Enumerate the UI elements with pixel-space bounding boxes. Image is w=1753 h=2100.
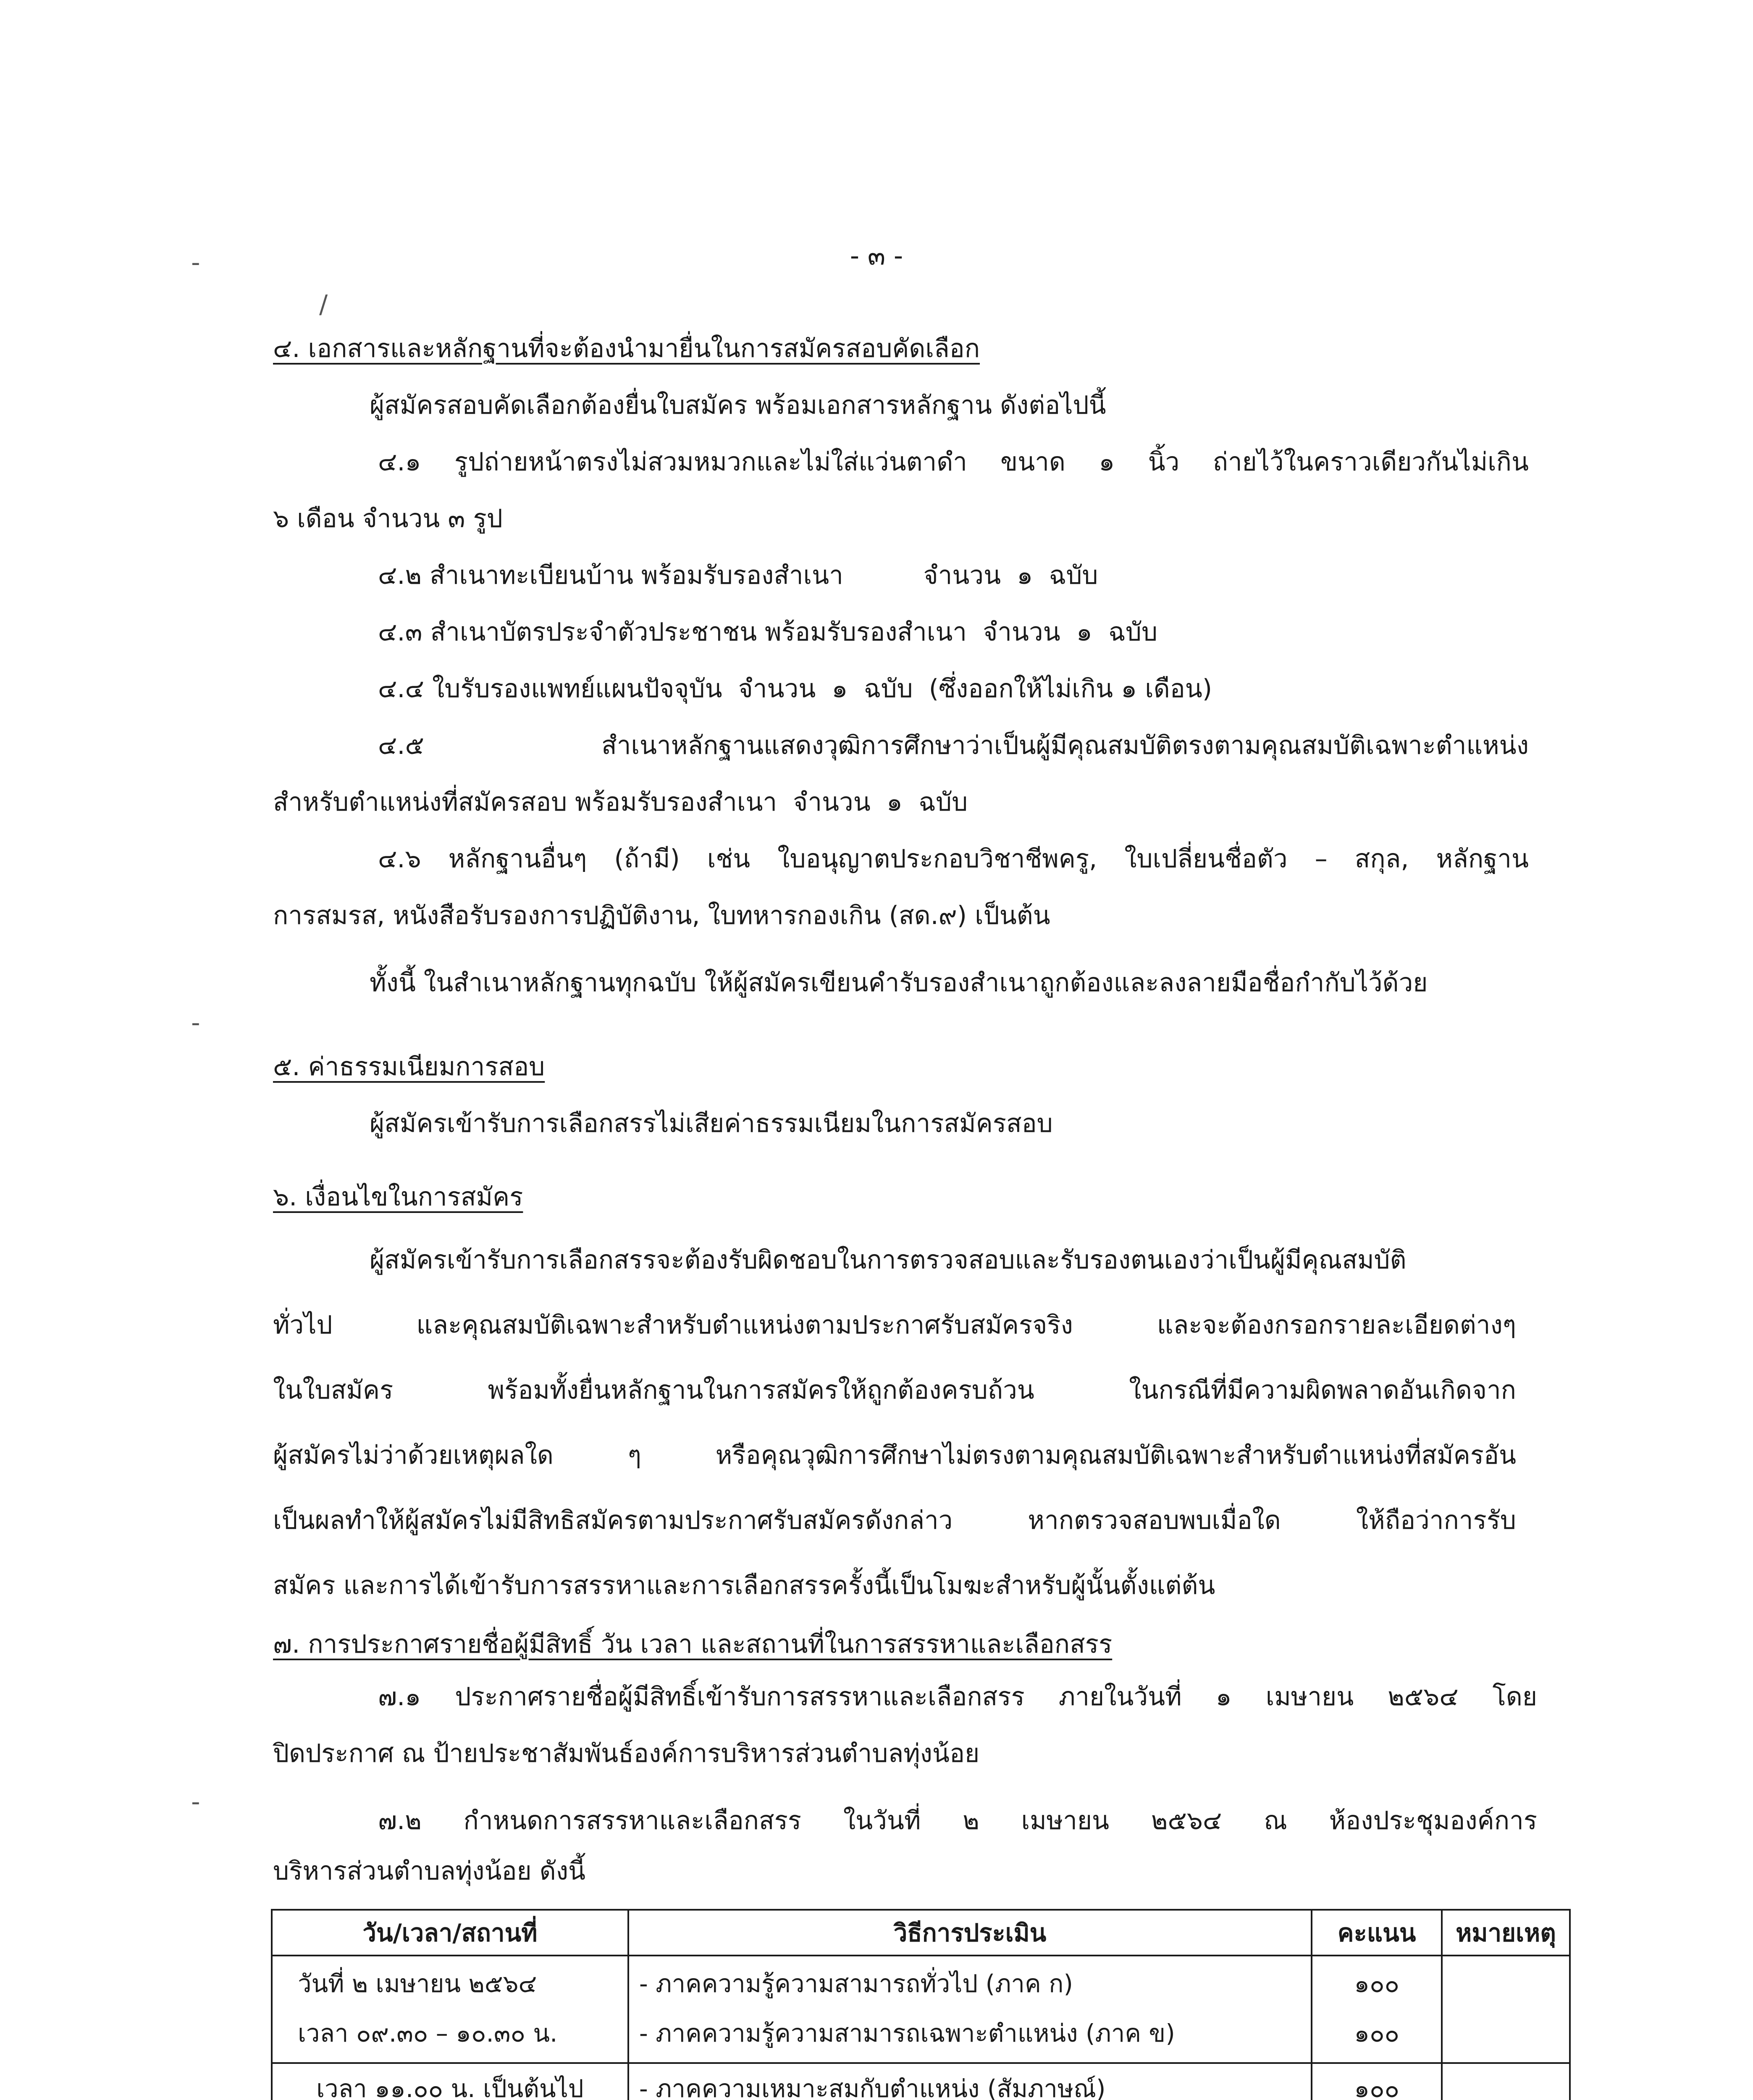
item-7-2-line-1: ๗.๒ กำหนดการสรรหาและเลือกสรร ในวันที่ ๒ เมษายน ๒๕๖๔ ณ ห้องประชุมองค์การ xyxy=(378,1806,1537,1835)
item-4-5-line-2: สำหรับตำแหน่งที่สมัครสอบ พร้อมรับรองสำเนา จำนวน ๑ ฉบับ xyxy=(273,788,968,817)
margin-tick: - xyxy=(191,1787,200,1816)
table-header-row xyxy=(272,1910,1570,1956)
section-6-line: สมัคร และการได้เข้ารับการสรรหาและการเลือกสรรครั้งนี้เป็นโมฆะสำหรับผู้นั้นตั้งแต่ต้น xyxy=(273,1571,1215,1600)
row-2-score: ๑๐๐ xyxy=(1312,2063,1442,2100)
item-4-1-line-1: ๔.๑ รูปถ่ายหน้าตรงไม่สวมหมวกและไม่ใส่แว่นตาดำ ขนาด ๑ นิ้ว ถ่ายไว้ในคราวเดียวกันไม่เกิน xyxy=(378,447,1529,477)
row-2-when: เวลา ๑๑.๐๐ น. เป็นต้นไป xyxy=(272,2063,628,2100)
margin-tick: - xyxy=(191,248,200,277)
section-6-line: ในใบสมัคร พร้อมทั้งยื่นหลักฐานในการสมัครให้ถูกต้องครบถ้วน ในกรณีที่มีความผิดพลาดอันเกิดจาก xyxy=(273,1376,1516,1405)
header-score: คะแนน xyxy=(1312,1910,1442,1956)
item-7-2-line-2: บริหารส่วนตำบลทุ่งน้อย ดังนี้ xyxy=(273,1856,586,1886)
section-6-heading: ๖. เงื่อนไขในการสมัคร xyxy=(273,1182,523,1212)
row-2-method: - ภาคความเหมาะสมกับตำแหน่ง (สัมภาษณ์) xyxy=(628,2063,1312,2100)
row-1-when xyxy=(272,1956,628,2063)
method-item: - ภาคความรู้ความสามารถทั่วไป (ภาค ก) xyxy=(639,1969,1073,1998)
item-4-4: ๔.๔ ใบรับรองแพทย์แผนปัจจุบัน จำนวน ๑ ฉบับ (ซึ่งออกให้ไม่เกิน ๑ เดือน) xyxy=(378,674,1212,704)
margin-tick: - xyxy=(191,1008,200,1037)
item-4-1-line-2: ๖ เดือน จำนวน ๓ รูป xyxy=(273,504,503,533)
item-7-1-line-2: ปิดประกาศ ณ ป้ายประชาสัมพันธ์องค์การบริหารส่วนตำบลทุ่งน้อย xyxy=(273,1739,980,1768)
item-4-2: ๔.๒ สำเนาทะเบียนบ้าน พร้อมรับรองสำเนา จำนวน ๑ ฉบับ xyxy=(378,561,1098,590)
section-6-line: เป็นผลทำให้ผู้สมัครไม่มีสิทธิสมัครตามประกาศรับสมัครดังกล่าว หากตรวจสอบพบเมื่อใด ให้ถือว่าการรับ xyxy=(273,1506,1516,1535)
header-method: วิธีการประเมิน xyxy=(628,1910,1312,1956)
section-6-line: ทั่วไป และคุณสมบัติเฉพาะสำหรับตำแหน่งตามประกาศรับสมัครจริง และจะต้องกรอกรายละเอียดต่างๆ xyxy=(273,1310,1516,1340)
score-value: ๑๐๐ xyxy=(1354,1969,1399,1998)
row-2-remark xyxy=(1442,2063,1570,2100)
section-6-line: ผู้สมัครไม่ว่าด้วยเหตุผลใด ๆ หรือคุณวุฒิการศึกษาไม่ตรงตามคุณสมบัติเฉพาะสำหรับตำแหน่งที่สมัครอัน xyxy=(273,1441,1516,1470)
row-1-scores xyxy=(1312,1956,1442,2063)
section-6-line: ผู้สมัครเข้ารับการเลือกสรรจะต้องรับผิดชอบในการตรวจสอบและรับรองตนเองว่าเป็นผู้มีคุณสมบัติ xyxy=(370,1245,1407,1275)
schedule-table xyxy=(271,1909,1571,2100)
item-4-6-line-2: การสมรส, หนังสือรับรองการปฏิบัติงาน, ใบทหารกองเกิน (สด.๙) เป็นต้น xyxy=(273,901,1050,930)
item-4-3: ๔.๓ สำเนาบัตรประจำตัวประชาชน พร้อมรับรองสำเนา จำนวน ๑ ฉบับ xyxy=(378,617,1158,647)
table-row xyxy=(272,1956,1570,2063)
row-1-date: วันที่ ๒ เมษายน ๒๕๖๔ xyxy=(298,1969,537,1998)
item-4-6-line-1: ๔.๖ หลักฐานอื่นๆ (ถ้ามี) เช่น ใบอนุญาตประกอบวิชาชีพครู, ใบเปลี่ยนชื่อตัว – สกุล, หลักฐาน xyxy=(378,844,1529,874)
section-4-note: ทั้งนี้ ในสำเนาหลักฐานทุกฉบับ ให้ผู้สมัครเขียนคำรับรองสำเนาถูกต้องและลงลายมือชื่อกำกับไว้ด้วย xyxy=(370,968,1428,998)
table-row xyxy=(272,2063,1570,2100)
section-5-text: ผู้สมัครเข้ารับการเลือกสรรไม่เสียค่าธรรมเนียมในการสมัครสอบ xyxy=(370,1109,1053,1138)
section-4-heading: ๔. เอกสารและหลักฐานที่จะต้องนำมายื่นในการสมัครสอบคัดเลือก xyxy=(273,334,980,363)
page-number: - ๓ - xyxy=(850,240,903,271)
row-1-time: เวลา ๐๙.๓๐ – ๑๐.๓๐ น. xyxy=(298,2019,558,2048)
row-1-methods xyxy=(628,1956,1312,2063)
item-4-5-line-1: ๔.๕ สำเนาหลักฐานแสดงวุฒิการศึกษาว่าเป็นผู้มีคุณสมบัติตรงตามคุณสมบัติเฉพาะตำแหน่ง xyxy=(378,731,1529,760)
item-7-1-line-1: ๗.๑ ประกาศรายชื่อผู้มีสิทธิ์เข้ารับการสรรหาและเลือกสรร ภายในวันที่ ๑ เมษายน ๒๕๖๔ โดย xyxy=(378,1682,1537,1712)
method-item: - ภาคความรู้ความสามารถเฉพาะตำแหน่ง (ภาค ข) xyxy=(639,2019,1175,2048)
row-1-remark xyxy=(1442,1956,1570,2063)
stray-mark: / xyxy=(319,290,328,319)
header-date-time-place: วัน/เวลา/สถานที่ xyxy=(272,1910,628,1956)
header-remark: หมายเหตุ xyxy=(1442,1910,1570,1956)
section-4-intro: ผู้สมัครสอบคัดเลือกต้องยื่นใบสมัคร พร้อมเอกสารหลักฐาน ดังต่อไปนี้ xyxy=(370,391,1106,420)
score-value: ๑๐๐ xyxy=(1354,2019,1399,2048)
section-7-heading: ๗. การประกาศรายชื่อผู้มีสิทธิ์ วัน เวลา และสถานที่ในการสรรหาและเลือกสรร xyxy=(273,1630,1113,1659)
section-5-heading: ๕. ค่าธรรมเนียมการสอบ xyxy=(273,1052,545,1082)
